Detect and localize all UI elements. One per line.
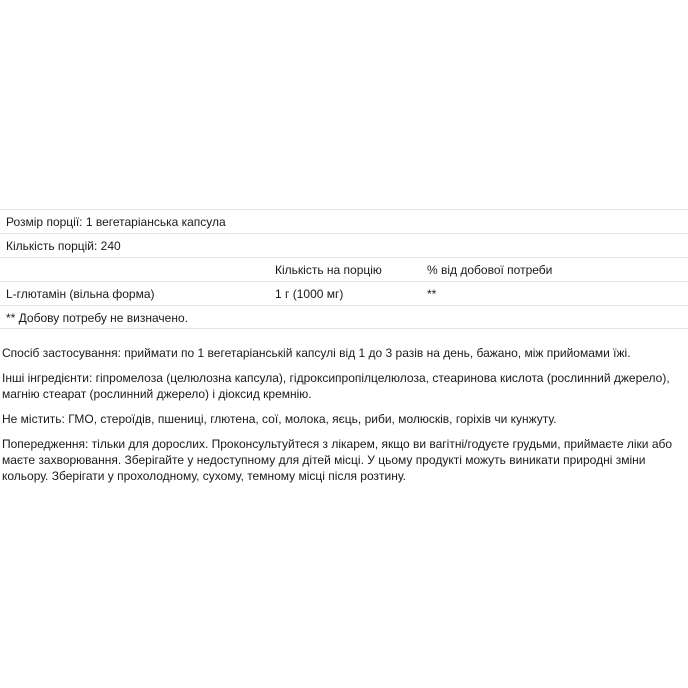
daily-value-column-header: % від добової потреби [427, 263, 553, 277]
ingredient-daily-value: ** [427, 287, 437, 301]
supplement-facts-table [0, 209, 688, 329]
table-header-row [0, 257, 688, 281]
table-row [0, 281, 688, 305]
serving-size-text: Розмір порції: 1 вегетаріанська капсула [6, 215, 226, 229]
footnote-text: ** Добову потребу не визначено. [6, 311, 188, 325]
amount-column-header: Кількість на порцію [275, 263, 382, 277]
ingredient-amount: 1 г (1000 мг) [275, 287, 344, 301]
warnings-paragraph: Попередження: тільки для дорослих. Проконсультуйтеся з лікарем, якщо ви вагітні/годуєте грудьми, приймаєте ліки або маєте захворювання. Зберігайте у недоступному для дітей місці. У цьому продукті можуть виникати природні зміни кольору. Зберігати у прохолодному, сухому, темному місці після розтину. [2, 437, 673, 483]
serving-size-row [0, 209, 688, 233]
other-ingredients-paragraph: Інші інгредієнти: гіпромелоза (целюлозна капсула), гідроксипропілцелюлоза, стеаринова кислота (рослинний джерело), магнію стеарат (рослинний джерело) і діоксид кремнію. [2, 371, 670, 401]
usage-paragraph: Спосіб застосування: приймати по 1 вегетаріанській капсулі від 1 до 3 разів на день, бажано, між прийомами їжі. [2, 346, 631, 360]
footnote-row [0, 305, 688, 329]
servings-count-row [0, 233, 688, 257]
free-of-paragraph: Не містить: ГМО, стероїдів, пшениці, глютена, сої, молока, яєць, риби, молюсків, горіхів чи кунжуту. [2, 412, 557, 426]
ingredient-name: L-глютамін (вільна форма) [6, 287, 155, 301]
servings-count-text: Кількість порцій: 240 [6, 239, 121, 253]
product-notes [2, 345, 682, 493]
